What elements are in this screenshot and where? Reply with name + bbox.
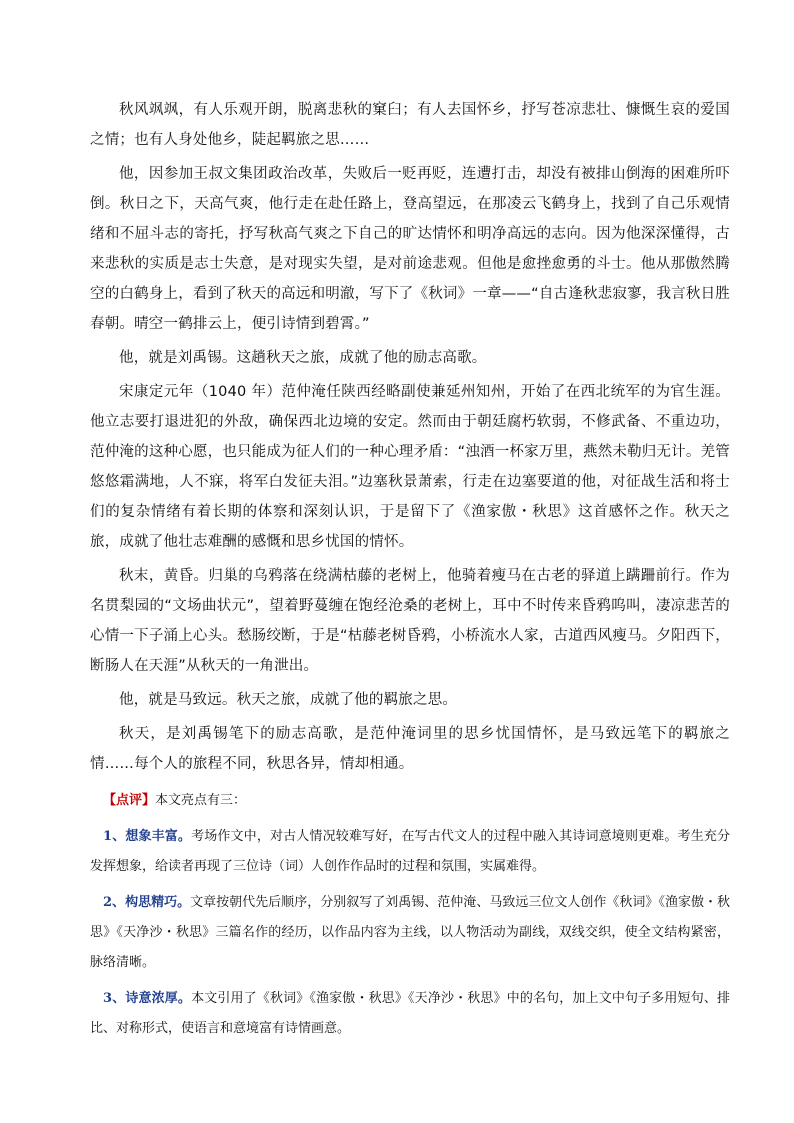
essay-paragraph-5: 秋末，黄昏。归巢的乌鸦落在绕满枯藤的老树上，他骑着瘦马在古老的驿道上蹒跚前行。作为名贯梨园的“文场曲状元”，望着野蔓缠在饱经沧桑的老树上，耳中不时传来昏鸦呜叫，凄凉悲苦的心情一下子涌上心头。愁肠绞断，于是“枯藤老树昏鸦，小桥流水人家，古道西风瘦马。夕阳西下，断肠人在天涯”从秋天的一角泄出。 bbox=[90, 568, 730, 674]
essay-paragraph-4: 宋康定元年（1040 年）范仲淹任陕西经略副使兼延州知州，开始了在西北统军的为官生涯。他立志要打退进犯的外敌，确保西北边境的安定。然而由于朝廷腐朽软弱，不修武备、不重边功，范仲淹的这种心愿，也只能成为征人们的一种心理矛盾：“浊酒一杯家万里，燕然未勒归无计。羌管悠悠霜满地，人不寐，将军白发征夫泪。”边塞秋景萧索，行走在边塞要道的他，对征战生活和将士们的复杂情绪有着长期的体察和深刻认识，于是留下了《渔家傲・秋思》这首感怀之作。秋天之旅，成就了他壮志难酬的感慨和思乡忧国的情怀。 bbox=[90, 384, 730, 550]
commentary-item-number: 3、 bbox=[103, 991, 126, 1006]
essay-paragraph-2: 他，因参加王叔文集团政治改革，失败后一贬再贬，连遭打击，却没有被排山倒海的困难所吓倒。秋日之下，天高气爽，他行走在赴任路上，登高望远，在那凌云飞鹤身上，找到了自己乐观情绪和不屈斗志的寄托，抒写秋高气爽之下自己的旷达情怀和明净高远的志向。因为他深深懂得，古来悲秋的实质是志士失意，是对现实失望，是对前途悲观。但他是愈挫愈勇的斗士。他从那傲然腾空的白鹤身上，看到了秋天的高远和明澈，写下了《秋词》一章——“自古逢秋悲寂寥，我言秋日胜春朝。晴空一鹤排云上，便引诗情到碧霄。” bbox=[90, 166, 730, 332]
commentary-item-number: 2、 bbox=[103, 895, 126, 910]
commentary-tag: 【点评】 bbox=[103, 793, 156, 808]
commentary-item-text: 文章按朝代先后顺序，分别叙写了刘禹锡、范仲淹、马致远三位文人创作《秋词》《渔家傲・秋思》《天净沙・秋思》三篇名作的经历，以作品内容为主线，以人物活动为副线，双线交织，使全文结构紧密，脉络清晰。 bbox=[90, 895, 730, 970]
commentary-item-number: 1、 bbox=[103, 829, 126, 844]
commentary-item-1 bbox=[90, 822, 730, 882]
commentary-item-title: 诗意浓厚。 bbox=[125, 991, 192, 1006]
commentary-item-text: 本文引用了《秋词》《渔家傲・秋思》《天净沙・秋思》中的名句，加上文中句子多用短句、排比、对称形式，使语言和意境富有诗情画意。 bbox=[90, 991, 730, 1036]
commentary-item-title: 想象丰富。 bbox=[125, 829, 192, 844]
commentary-item-2 bbox=[90, 888, 730, 978]
essay-paragraph-3: 他，就是刘禹锡。这趟秋天之旅，成就了他的励志高歌。 bbox=[119, 350, 487, 366]
commentary-item-title: 构思精巧。 bbox=[125, 895, 191, 910]
commentary-section bbox=[90, 786, 730, 1050]
essay-paragraph-1: 秋风飒飒，有人乐观开朗，脱离悲秋的窠臼；有人去国怀乡，抒写苍凉悲壮、慷慨生哀的爱国之情；也有人身处他乡，陡起羁旅之思…… bbox=[90, 102, 730, 148]
commentary-item-3 bbox=[90, 984, 730, 1044]
commentary-intro: 本文亮点有三： bbox=[155, 793, 247, 808]
commentary-heading bbox=[90, 786, 730, 816]
essay-body bbox=[90, 95, 730, 783]
essay-paragraph-7: 秋天，是刘禹锡笔下的励志高歌，是范仲淹词里的思乡忧国情怀，是马致远笔下的羁旅之情……每个人的旅程不同，秋思各异，情却相通。 bbox=[90, 726, 730, 772]
commentary-item-text: 考场作文中，对古人情况较难写好，在写古代文人的过程中融入其诗词意境则更难。考生充分发挥想象，给读者再现了三位诗（词）人创作作品时的过程和氛围，实属难得。 bbox=[90, 829, 730, 874]
essay-paragraph-6: 他，就是马致远。秋天之旅，成就了他的羁旅之思。 bbox=[119, 692, 458, 708]
